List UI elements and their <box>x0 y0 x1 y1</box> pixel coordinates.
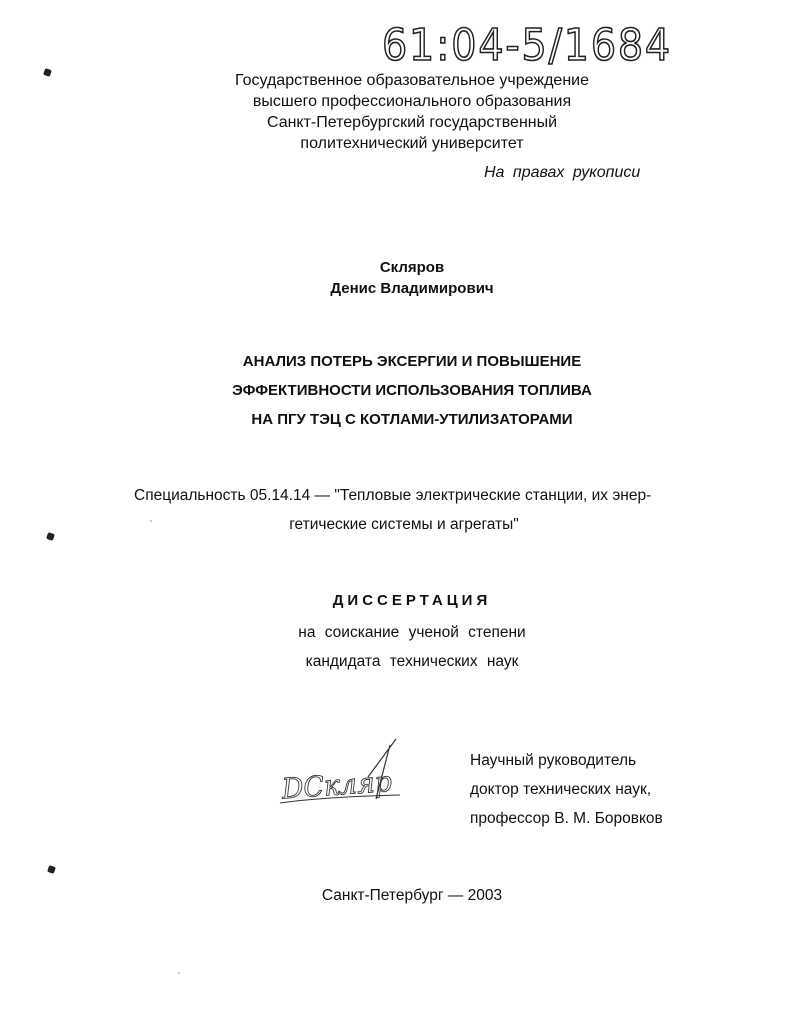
handwritten-archive-number <box>380 12 680 72</box>
title-line: ЭФФЕКТИВНОСТИ ИСПОЛЬЗОВАНИЯ ТОПЛИВА <box>232 382 592 399</box>
institution-block <box>0 70 791 154</box>
title-line: НА ПГУ ТЭЦ С КОТЛАМИ-УТИЛИЗАТОРАМИ <box>251 411 573 428</box>
scan-speck <box>178 972 180 974</box>
specialty-line: гетические системы и агрегаты" <box>289 516 519 533</box>
advisor-line: профессор В. М. Боровков <box>470 810 663 827</box>
degree-line: кандидата технических наук <box>305 653 519 670</box>
signature-text: DСкляр <box>280 764 398 806</box>
city-year: Санкт-Петербург — 2003 <box>321 887 503 904</box>
archive-number-text: 61:04-5/1684 <box>382 20 672 71</box>
specialty-line: Специальность 05.14.14 — "Тепловые электрические станции, их энер- <box>134 487 652 504</box>
degree-line: на соискание ученой степени <box>298 624 526 641</box>
binder-hole-mark <box>47 865 56 874</box>
author-given-names: Денис Владимирович <box>330 280 494 297</box>
specialty-block <box>134 481 694 539</box>
author-block <box>0 257 791 299</box>
advisor-line: Научный руководитель <box>470 752 637 769</box>
advisor-line: доктор технических наук, <box>470 781 652 798</box>
author-signature <box>272 737 422 817</box>
rights-note: На правах рукописи <box>484 164 641 181</box>
dissertation-label: ДИССЕРТАЦИЯ <box>332 592 492 609</box>
binder-hole-mark <box>46 532 55 541</box>
institution-line: Санкт-Петербургский государственный <box>266 114 558 131</box>
scientific-advisor-block <box>470 746 663 833</box>
title-line: АНАЛИЗ ПОТЕРЬ ЭКСЕРГИИ И ПОВЫШЕНИЕ <box>242 353 582 370</box>
institution-line: высшего профессионального образования <box>252 93 572 110</box>
degree-block <box>0 618 791 676</box>
institution-line: Государственное образовательное учреждение <box>235 72 589 89</box>
author-surname: Скляров <box>379 259 445 276</box>
institution-line: политехнический университет <box>300 135 524 152</box>
dissertation-title <box>0 347 791 434</box>
